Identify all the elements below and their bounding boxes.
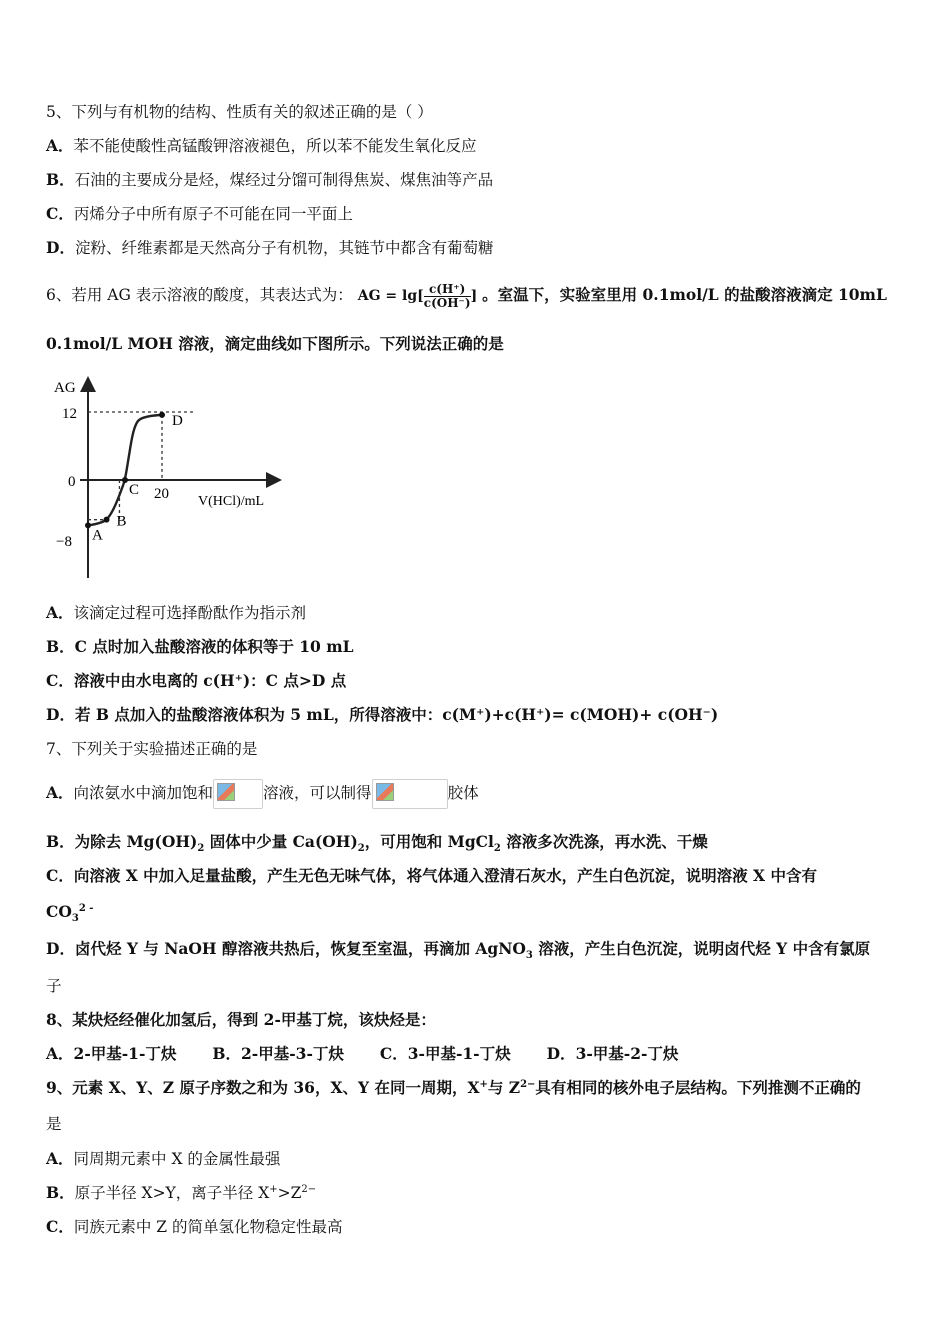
q5-option-a: A．苯不能使酸性高锰酸钾溶液褪色，所以苯不能发生氧化反应 [46,136,477,155]
q9-option-b: B．原子半径 X>Y，离子半径 $X^+>Z^{2-}$ [46,1183,317,1202]
x-tick-label: 20 [154,486,169,502]
q5-option-c: C．丙烯分子中所有原子不可能在同一平面上 [46,204,353,223]
q6-option-b: B．C 点时加入盐酸溶液的体积等于 10 mL [46,637,354,656]
point-D [159,412,165,418]
q8-option-c: C．3-甲基-1-丁炔 [379,1044,511,1063]
y-tick-label: 12 [62,406,77,422]
point-B [104,517,110,523]
q9-option-a: A．同周期元素中 X 的金属性最强 [46,1149,281,1168]
point-C [122,477,128,483]
q7-option-c: C．向溶液 X 中加入足量盐酸，产生无色无味气体，将气体通入澄清石灰水，产生白色沉淀，说明溶液 X 中含有 [46,866,817,885]
q9-stem-cont: 是 [46,1115,62,1133]
q6-option-d: D．若 B 点加入的盐酸溶液体积为 5 mL，所得溶液中：c(M⁺)+c(H⁺)= c(MOH)+ c(OH⁻) [46,705,719,724]
ag-formula: AG = lg[ $\frac{c(H^+)}{c(OH^-)}$ ] [357,281,478,310]
q8-stem: 8、某炔烃经催化加氢后，得到 2-甲基丁烷，该炔烃是： [46,1010,436,1029]
q8-options [46,1044,678,1064]
titration-chart [40,370,300,585]
q7-option-d-cont: 子 [46,977,62,995]
q8-option-d: D．3-甲基-2-丁炔 [546,1044,679,1063]
point-label-A: A [92,527,103,544]
point-label-C: C [129,482,140,498]
q5-option-d: D．淀粉、纤维素都是天然高分子有机物，其链节中都含有葡萄糖 [46,238,494,257]
q9-option-c: C．同族元素中 Z 的简单氢化物稳定性最高 [46,1217,343,1236]
q6-option-a: A．该滴定过程可选择酚酞作为指示剂 [46,603,307,622]
point-label-B: B [116,513,127,530]
q7-option-c-ion: $CO_3^{2 -}$ [46,902,94,925]
y-axis-label: AG [54,380,76,396]
q8-option-b: B．2-甲基-3-丁炔 [212,1044,344,1063]
q9-stem: 9、元素 X、Y、Z 原子序数之和为 36，X、Y 在同一周期，X+与 $Z^{2-}$具有相同的核外电子层结构。下列推测不正确的 [46,1078,861,1097]
q7-option-a: A．向浓氨水中滴加饱和 溶液，可以制得 胶体 [46,770,479,816]
q6-option-c: C．溶液中由水电离的 c(H⁺)：C 点>D 点 [46,671,347,690]
y-tick-label: −8 [56,534,72,550]
y-tick-label: 0 [68,474,76,490]
titration-curve [88,415,162,525]
q7-option-d: D．卤代烃 Y 与 NaOH 醇溶液共热后，恢复至室温，再滴加 AgNO$_3$ 溶液，产生白色沉淀，说明卤代烃 Y 中含有氯原 [46,939,871,962]
q6-stem-line1: 6、若用 AG 表示溶液的酸度，其表达式为： AG = lg[ $\frac{c(H^+)}{c(OH^-)}$ ] 。室温下，实验室里用 0.1mol/L 的盐酸溶液滴定 10mL [46,281,887,310]
q6-stem-line2: 0.1mol/L MOH 溶液，滴定曲线如下图所示。下列说法正确的是 [46,334,504,353]
q7-stem: 7、下列关于实验描述正确的是 [46,740,258,758]
broken-image-icon [372,779,448,809]
broken-image-icon [213,779,263,809]
q8-option-a: A．2-甲基-1-丁炔 [46,1044,177,1063]
q7-option-b: B．为除去 $Mg(OH)_2$ 固体中少量 $Ca(OH)_2$，可用饱和 MgCl$_2$ 溶液多次洗涤，再水洗、干燥 [46,832,708,855]
q5-option-b: B．石油的主要成分是烃，煤经过分馏可制得焦炭、煤焦油等产品 [46,170,494,189]
point-label-D: D [172,412,183,429]
point-A [85,522,91,528]
x-axis-label: V(HCl)/mL [198,494,265,509]
q5-stem: 5、下列与有机物的结构、性质有关的叙述正确的是（ ） [46,103,433,121]
